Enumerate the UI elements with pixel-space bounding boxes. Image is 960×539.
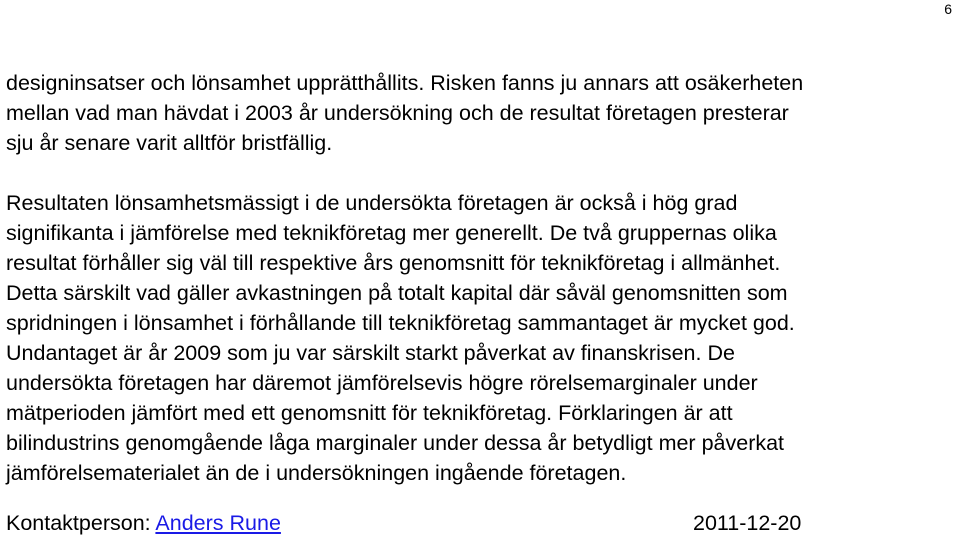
text-line: signifikanta i jämförelse med teknikföretag mer generellt. De två gruppernas olika (6, 221, 777, 245)
text-line: jämförelsematerialet än de i undersökningen ingående företagen. (6, 461, 627, 485)
text-line: undersökta företagen har däremot jämförelsevis högre rörelsemarginaler under (6, 371, 758, 395)
text-line: mellan vad man hävdat i 2003 år undersökning och de resultat företagen presterar (6, 101, 789, 125)
document-date: 2011-12-20 (693, 511, 802, 535)
text-line: spridningen i lönsamhet i förhållande till teknikföretag sammantaget är mycket god. (6, 311, 795, 335)
contact-label: Kontaktperson: (6, 511, 156, 535)
contact-person-link[interactable]: Anders Rune (155, 511, 281, 535)
footer (6, 509, 960, 537)
text-line: Detta särskilt vad gäller avkastningen på totalt kapital där såväl genomsnitten som (6, 281, 788, 305)
page-number: 6 (944, 1, 952, 17)
text-line: Undantaget är år 2009 som ju var särskilt starkt påverkat av finanskrisen. De (6, 341, 735, 365)
text-line: resultat förhåller sig väl till respektive års genomsnitt för teknikföretag i allmänhet. (6, 251, 781, 275)
paragraph-continuation (6, 68, 960, 158)
text-line: mätperioden jämfört med ett genomsnitt för teknikföretag. Förklaringen är att (6, 401, 733, 425)
text-line: bilindustrins genomgående låga marginaler under dessa år betydligt mer påverkat (6, 431, 785, 455)
text-line: designinsatser och lönsamhet upprätthållits. Risken fanns ju annars att osäkerheten (6, 71, 804, 95)
text-line: Resultaten lönsamhetsmässigt i de undersökta företagen är också i hög grad (6, 191, 738, 215)
text-line: sju år senare varit alltför bristfällig. (6, 131, 333, 155)
paragraph-results (6, 188, 960, 488)
